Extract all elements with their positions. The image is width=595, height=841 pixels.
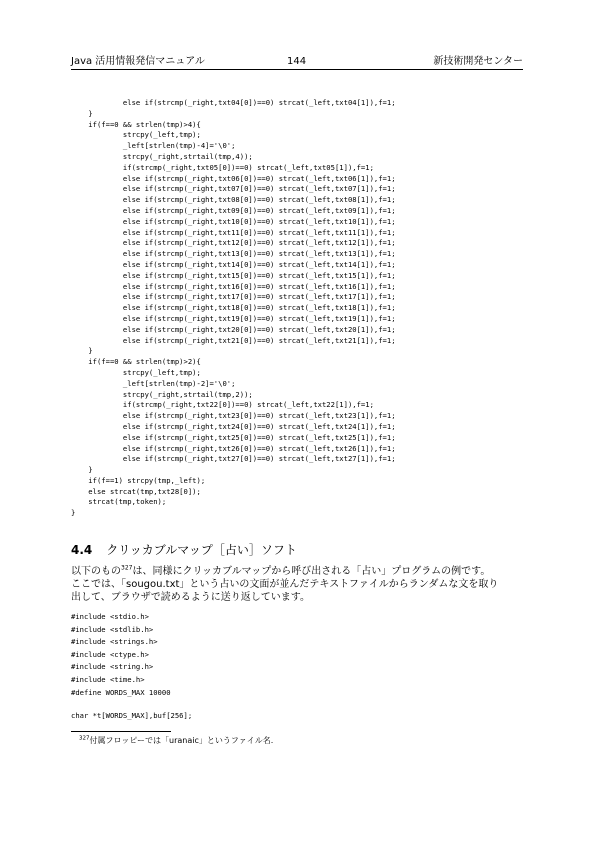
code-line: else if(strcmp(_right,txt10[0])==0) strcat(_left,txt10[1]),f=1; bbox=[71, 216, 396, 226]
section-title: クリッカブルマップ［占い］ソフト bbox=[106, 543, 297, 557]
code-line: strcpy(_left,tmp); bbox=[71, 367, 201, 377]
code-line: _left[strlen(tmp)-2]='\0'; bbox=[71, 378, 236, 388]
footnote bbox=[79, 736, 273, 746]
code-line: else if(strcmp(_right,txt24[0])==0) strcat(_left,txt24[1]),f=1; bbox=[71, 421, 396, 431]
include-line: #include <stdlib.h> bbox=[71, 624, 154, 634]
code-line: else if(strcmp(_right,txt17[0])==0) strcat(_left,txt17[1]),f=1; bbox=[71, 292, 396, 302]
code-line: else if(strcmp(_right,txt13[0])==0) strcat(_left,txt13[1]),f=1; bbox=[71, 249, 396, 259]
include-line: #include <ctype.h> bbox=[71, 649, 149, 659]
paragraph-text: ここでは、「 bbox=[71, 579, 126, 590]
code-line: if(f==0 && strlen(tmp)>2){ bbox=[71, 357, 201, 367]
code-line: if(f==1) strcpy(tmp,_left); bbox=[71, 475, 206, 485]
code-line: else if(strcmp(_right,txt08[0])==0) strcat(_left,txt08[1]),f=1; bbox=[71, 195, 396, 205]
code-line: if(strcmp(_right,txt22[0])==0) strcat(_left,txt22[1]),f=1; bbox=[71, 400, 374, 410]
code-line: else if(strcmp(_right,txt18[0])==0) strcat(_left,txt18[1]),f=1; bbox=[71, 303, 396, 313]
code-line: else if(strcmp(_right,txt09[0])==0) strcat(_left,txt09[1]),f=1; bbox=[71, 205, 396, 215]
code-line: } bbox=[71, 346, 93, 356]
code-line: else if(strcmp(_right,txt27[0])==0) strcat(_left,txt27[1]),f=1; bbox=[71, 454, 396, 464]
code-line: else if(strcmp(_right,txt12[0])==0) strcat(_left,txt12[1]),f=1; bbox=[71, 238, 396, 248]
code-line: else if(strcmp(_right,txt23[0])==0) strcat(_left,txt23[1]),f=1; bbox=[71, 411, 396, 421]
code-line: else if(strcmp(_right,txt26[0])==0) strcat(_left,txt26[1]),f=1; bbox=[71, 443, 396, 453]
code-line: else if(strcmp(_right,txt21[0])==0) strcat(_left,txt21[1]),f=1; bbox=[71, 335, 396, 345]
footnote-mark: 327 bbox=[79, 735, 90, 742]
code-line: strcat(tmp,token); bbox=[71, 497, 167, 507]
include-line: #include <strings.h> bbox=[71, 637, 158, 646]
header-rule bbox=[71, 69, 523, 70]
code-line: else strcat(tmp,txt28[0]); bbox=[71, 486, 201, 496]
code-line: } bbox=[71, 465, 93, 475]
code-line: else if(strcmp(_right,txt25[0])==0) strcat(_left,txt25[1]),f=1; bbox=[71, 432, 396, 442]
footnote-text: 付属フロッピーでは「uranaic」というファイル名. bbox=[89, 736, 274, 745]
define-directive: #define WORDS_MAX 10000 bbox=[71, 688, 171, 697]
code-line: else if(strcmp(_right,txt15[0])==0) strcat(_left,txt15[1]),f=1; bbox=[71, 270, 396, 280]
paragraph-text: 以下のもの bbox=[71, 566, 121, 577]
code-line: else if(strcmp(_right,txt04[0])==0) strcat(_left,txt04[1]),f=1; bbox=[71, 98, 396, 107]
body-paragraph-line-3: 出して、ブラウザで読めるように送り返しています。 bbox=[71, 592, 310, 603]
include-line: #include <string.h> bbox=[71, 662, 154, 671]
code-line: if(f==0 && strlen(tmp)>4){ bbox=[71, 119, 201, 129]
body-paragraph-line-2 bbox=[71, 578, 526, 591]
paragraph-text: は、同様にクリッカブルマップから呼び出される「占い」プログラムの例です。 bbox=[132, 566, 491, 577]
code-line: strcpy(_left,tmp); bbox=[71, 130, 201, 140]
code-line: _left[strlen(tmp)-4]='\0'; bbox=[71, 141, 236, 151]
code-line: else if(strcmp(_right,txt14[0])==0) strcat(_left,txt14[1]),f=1; bbox=[71, 259, 396, 269]
include-line: #include <stdio.h> bbox=[71, 612, 149, 621]
code-line: strcpy(_right,strtail(tmp,4)); bbox=[71, 151, 253, 161]
filename-text: sougou.txt bbox=[126, 579, 180, 590]
code-line: } bbox=[71, 108, 93, 118]
code-line: else if(strcmp(_right,txt19[0])==0) strcat(_left,txt19[1]),f=1; bbox=[71, 313, 396, 323]
footnote-reference: 327 bbox=[121, 564, 133, 572]
running-header-organization: 新技術開発センター bbox=[433, 56, 523, 67]
page-number: 144 bbox=[287, 56, 307, 67]
code-line: else if(strcmp(_right,txt11[0])==0) strcat(_left,txt11[1]),f=1; bbox=[71, 227, 396, 237]
code-line: strcpy(_right,strtail(tmp,2)); bbox=[71, 389, 253, 399]
code-line: else if(strcmp(_right,txt06[0])==0) strcat(_left,txt06[1]),f=1; bbox=[71, 173, 396, 183]
paragraph-text: 」という占いの文面が並んだテキストファイルからランダムな文を取り bbox=[179, 579, 499, 590]
variable-declaration: char *t[WORDS_MAX],buf[256]; bbox=[71, 711, 193, 720]
code-line: if(strcmp(_right,txt05[0])==0) strcat(_left,txt05[1]),f=1; bbox=[71, 162, 374, 172]
code-listing bbox=[71, 98, 396, 519]
include-line: #include <time.h> bbox=[71, 674, 145, 684]
code-line: } bbox=[71, 508, 76, 518]
section-number: 4.4 bbox=[71, 543, 93, 557]
code-line: else if(strcmp(_right,txt16[0])==0) strcat(_left,txt16[1]),f=1; bbox=[71, 281, 396, 291]
include-directives bbox=[71, 611, 158, 686]
footnote-rule bbox=[71, 731, 171, 732]
running-header-title: Java 活用情報発信マニュアル bbox=[71, 56, 205, 67]
code-line: else if(strcmp(_right,txt20[0])==0) strcat(_left,txt20[1]),f=1; bbox=[71, 324, 396, 334]
section-heading bbox=[71, 543, 297, 557]
code-line: else if(strcmp(_right,txt07[0])==0) strcat(_left,txt07[1]),f=1; bbox=[71, 184, 396, 194]
body-paragraph-line-1 bbox=[71, 565, 526, 578]
